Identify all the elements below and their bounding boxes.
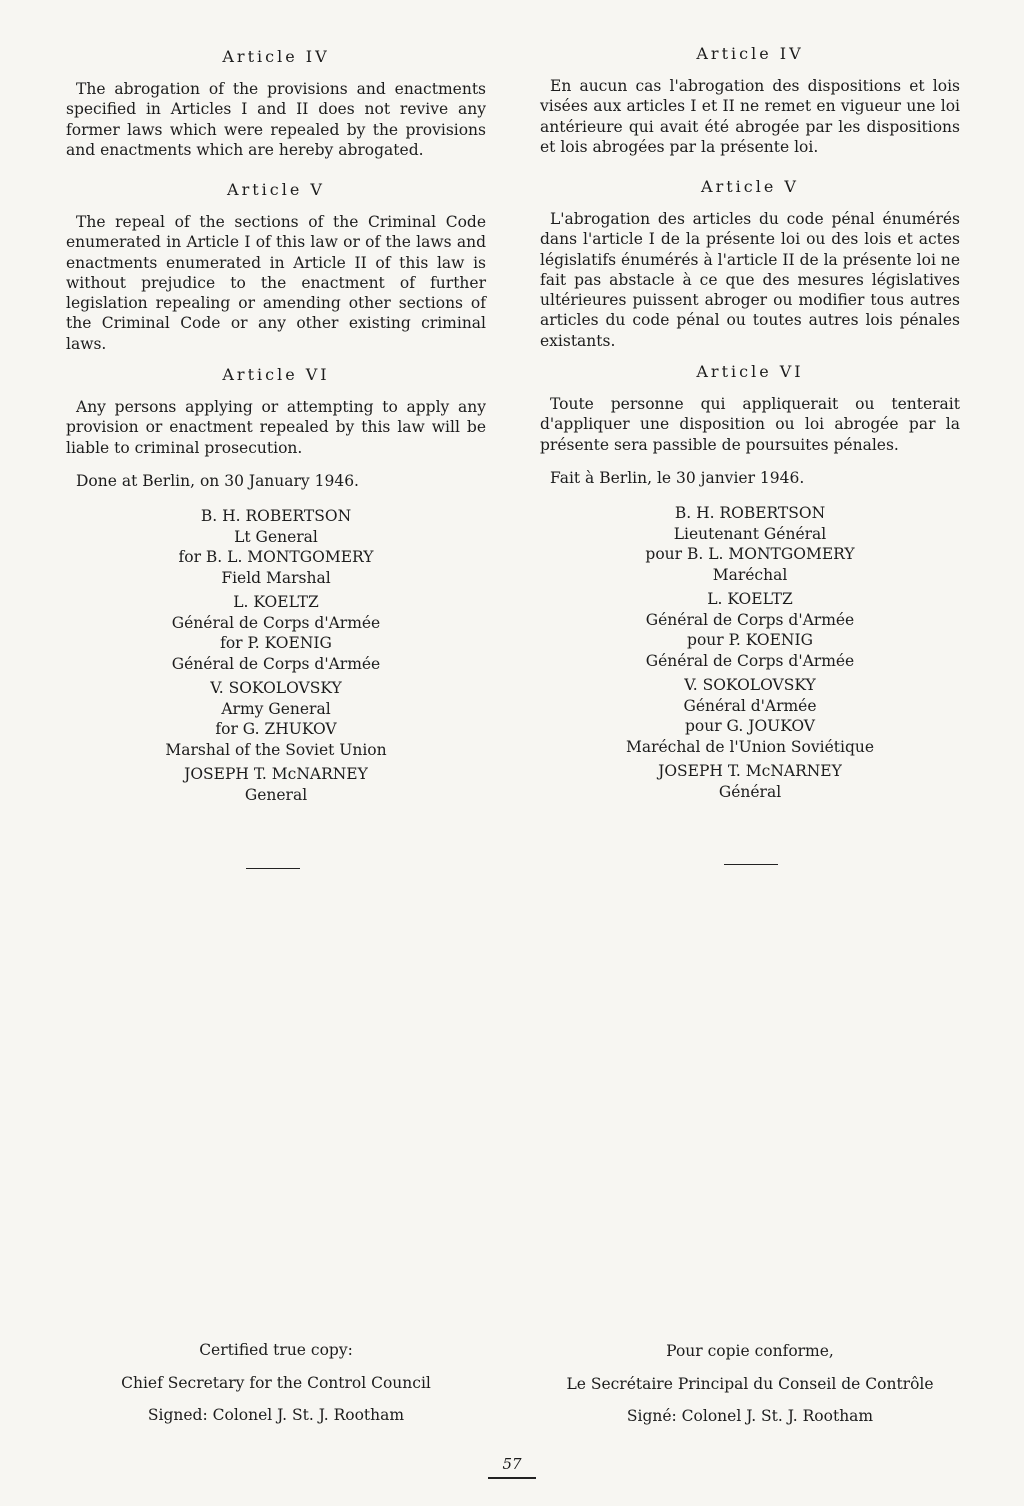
article-6-title-fr: Article VI <box>696 362 804 381</box>
signatory-for: pour P. KOENIG <box>687 631 813 649</box>
article-4-title-fr: Article IV <box>696 44 804 63</box>
signatory-rank: General <box>244 785 308 804</box>
signed-line: Signé: Colonel J. St. J. Rootham <box>626 1407 874 1425</box>
closing-rule-en <box>246 868 300 869</box>
signatory-rank: Général <box>718 782 782 801</box>
article-4-text-fr: En aucun cas l'abrogation des dispositions et lois visées aux articles I et II ne remet en vigueur une loi antérieure qui avait été abrogée par les dispositions et lois abrogées par la présente loi. <box>540 77 960 156</box>
signatory-name: JOSEPH T. McNARNEY <box>658 762 842 780</box>
article-6-text-fr: Toute personne qui appliquerait ou tenterait d'appliquer une disposition ou loi abrogée par la présente sera passible de poursuites pénales. <box>540 395 960 454</box>
signatory-rank: Général de Corps d'Armée <box>171 613 381 632</box>
done-at-berlin-en: Done at Berlin, on 30 January 1946. <box>76 472 359 490</box>
signatory-rank: Maréchal <box>712 565 788 584</box>
chief-secretary-line: Chief Secretary for the Control Council <box>121 1374 431 1392</box>
signatory-name: B. H. ROBERTSON <box>200 507 352 525</box>
page-number-underline <box>488 1477 536 1479</box>
signatory-rank: Maréchal de l'Union Soviétique <box>625 737 875 756</box>
signatory-name: JOSEPH T. McNARNEY <box>184 765 368 783</box>
certified-copy-label: Pour copie conforme, <box>666 1342 834 1360</box>
signatory-name: V. SOKOLOVSKY <box>684 676 816 694</box>
signatory-for: pour G. JOUKOV <box>684 717 816 735</box>
signatory-for: for P. KOENIG <box>220 634 332 652</box>
article-5-title-en: Article V <box>227 180 325 199</box>
signatory-name: V. SOKOLOVSKY <box>210 679 342 697</box>
closing-rule-fr <box>724 864 778 865</box>
signature-block-fr <box>540 503 960 802</box>
article-5-text-fr: L'abrogation des articles du code pénal énumérés dans l'article I de la présente loi ou des lois et actes législatifs énumérés à l'article II de la présente loi ne fait pas abstacle à ce que des mesures législatives ultérieures puissent abroger ou modifier tous autres articles du code pénal ou toutes autres lois pénales existants. <box>540 210 960 350</box>
certified-copy-label: Certified true copy: <box>199 1341 353 1359</box>
article-4-title-en: Article IV <box>222 47 330 66</box>
signature-block-en <box>66 506 486 805</box>
article-6-text-en: Any persons applying or attempting to apply any provision or enactment repealed by this law will be liable to criminal prosecution. <box>66 398 486 457</box>
signatory-for: pour B. L. MONTGOMERY <box>645 545 855 563</box>
signatory-rank: Lt General <box>234 527 318 546</box>
signatory-for: for G. ZHUKOV <box>215 720 337 738</box>
article-5-text-en: The repeal of the sections of the Criminal Code enumerated in Article I of this law or of the laws and enactments enumerated in Article II of this law is without prejudice to the enactment of further legislation repealing or amending other sections of the Criminal Code or any other existing criminal laws. <box>66 213 486 353</box>
article-6-title-en: Article VI <box>222 365 330 384</box>
signatory-name: L. KOELTZ <box>233 593 319 611</box>
signatory-rank: Général de Corps d'Armée <box>645 610 855 629</box>
signatory-rank: Lieutenant Général <box>673 524 827 543</box>
page-number: 57 <box>502 1455 522 1473</box>
signatory-rank: Field Marshal <box>221 568 331 587</box>
signatory-rank: Marshal of the Soviet Union <box>165 740 387 759</box>
article-4-text-en: The abrogation of the provisions and enactments specified in Articles I and II does not revive any former laws which were repealed by the provisions and enactments which are hereby abrogated. <box>66 80 486 159</box>
done-at-berlin-fr: Fait à Berlin, le 30 janvier 1946. <box>550 469 805 487</box>
signatory-name: L. KOELTZ <box>707 590 793 608</box>
chief-secretary-line: Le Secrétaire Principal du Conseil de Contrôle <box>566 1375 934 1393</box>
signatory-name: B. H. ROBERTSON <box>674 504 826 522</box>
signatory-rank: Général de Corps d'Armée <box>645 651 855 670</box>
signatory-for: for B. L. MONTGOMERY <box>178 548 374 566</box>
signatory-rank: Army General <box>221 699 331 718</box>
signed-line: Signed: Colonel J. St. J. Rootham <box>147 1406 405 1424</box>
signatory-rank: Général de Corps d'Armée <box>171 654 381 673</box>
signatory-rank: Général d'Armée <box>683 696 817 715</box>
article-5-title-fr: Article V <box>701 177 799 196</box>
